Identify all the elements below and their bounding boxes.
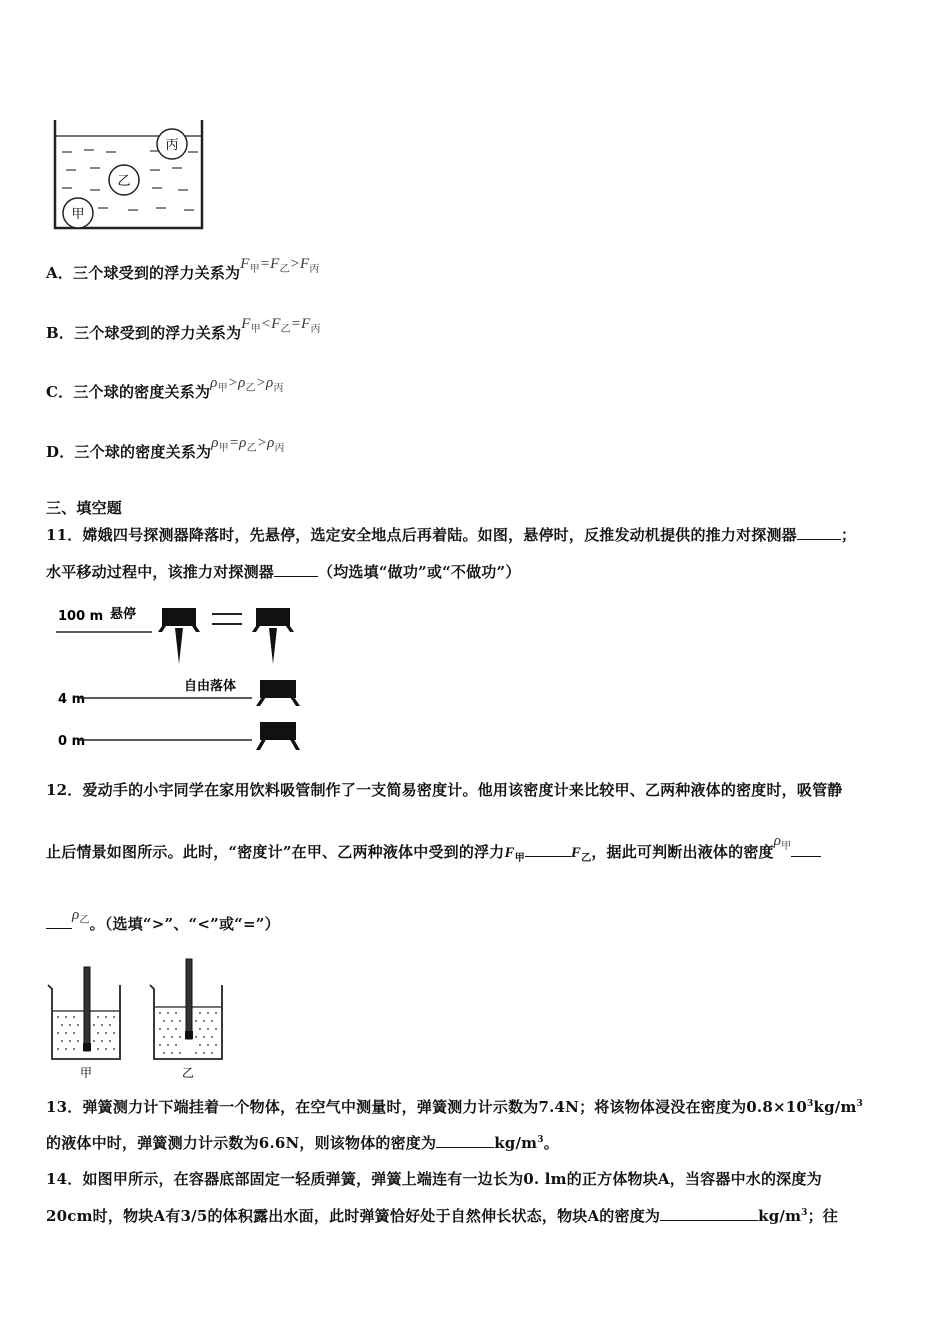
label-100m: 100 m [58,609,104,624]
option-c [46,375,284,404]
beaker-yi [150,959,222,1059]
q14-blank[interactable] [660,1206,758,1221]
label-hover: 悬停 [110,607,137,622]
option-formula: $\rho_甲=\rho_乙>\rho_丙$ [211,435,285,454]
option-a [46,256,320,285]
beakers-figure [46,955,246,1083]
q12-line3: $\rho_乙$。（选填“>”、“<”或“=”） [46,913,280,936]
option-b [46,316,321,345]
balls-in-liquid-figure [50,118,210,233]
q11-blank-1[interactable] [797,525,841,540]
option-text: 三个球受到的浮力关系为 [74,324,242,342]
section-title: 三、填空题 [46,499,123,517]
lander-hover-1 [158,608,200,664]
q14-line1: 14．如图甲所示，在容器底部固定一轻质弹簧，弹簧上端连有一边长为0. lm的正方体物块A，当容器中水的深度为 [46,1170,822,1188]
option-text: 三个球的密度关系为 [73,383,211,401]
q12-blank-1[interactable] [525,842,571,857]
label-0m: 0 m [58,734,86,749]
label-4m: 4 m [58,692,86,707]
beaker-label-yi: 乙 [181,1066,195,1080]
q13-blank[interactable] [436,1133,494,1148]
option-letter: A． [46,264,74,282]
q14-line2: 20cm时，物块A有3/5的体积露出水面，此时弹簧恰好处于自然伸长状态，物块A的密度为 $kg/m^3$；往 [46,1207,839,1225]
q11-line2: 水平移动过程中，该推力对探测器 （均选填“做功”或“不做功”） [46,563,521,581]
beaker-label-jia: 甲 [79,1066,93,1080]
option-formula: $F_甲=F_乙>F_丙$ [240,256,320,275]
q12-blank-2b[interactable] [46,914,72,929]
lander-landed [256,722,300,750]
q11-line1: 11．嫦娥四号探测器降落时，先悬停，选定安全地点后再着陆。如图，悬停时，反推发动机提供的推力对探测器 ； [46,526,857,544]
option-text: 三个球的密度关系为 [74,443,212,461]
lander-freefall [256,680,300,706]
option-formula: $F_甲<F_乙=F_丙$ [241,316,321,335]
option-text: 三个球受到的浮力关系为 [73,264,241,282]
q12-line1: 12．爱动手的小宇同学在家用饮料吸管制作了一支简易密度计。他用该密度计来比较甲、乙两种液体的密度时，吸管静 [46,781,843,799]
option-letter: C． [46,383,74,401]
lander-hover-2 [252,608,294,664]
beaker-jia [48,967,120,1059]
q11-blank-2[interactable] [274,562,318,577]
q12-line2: 止后情景如图所示。此时，“密度计”在甲、乙两种液体中受到的浮力$F_甲$ $F_乙$，据此可判断出液体的密度$\rho_甲$ [46,841,821,864]
option-letter: B． [46,324,75,342]
option-d [46,435,285,464]
option-letter: D． [46,443,75,461]
ball-label-jia: 甲 [71,207,85,222]
ball-label-bing: 丙 [165,138,179,153]
q12-blank-2a[interactable] [791,842,821,857]
q13-line2: 的液体中时，弹簧测力计示数为6.6N，则该物体的密度为 $kg/m^3$。 [46,1134,559,1152]
ball-label-yi: 乙 [117,174,131,189]
label-free-fall: 自由落体 [184,679,237,694]
q13-line1: 13．弹簧测力计下端挂着一个物体，在空气中测量时，弹簧测力计示数为7.4N；将该物体浸没在密度为$0.8\times 10^3kg/m^3$ [46,1098,864,1116]
lander-descent-figure [52,592,322,762]
option-formula: $\rho_甲>\rho_乙>\rho_丙$ [210,375,284,394]
